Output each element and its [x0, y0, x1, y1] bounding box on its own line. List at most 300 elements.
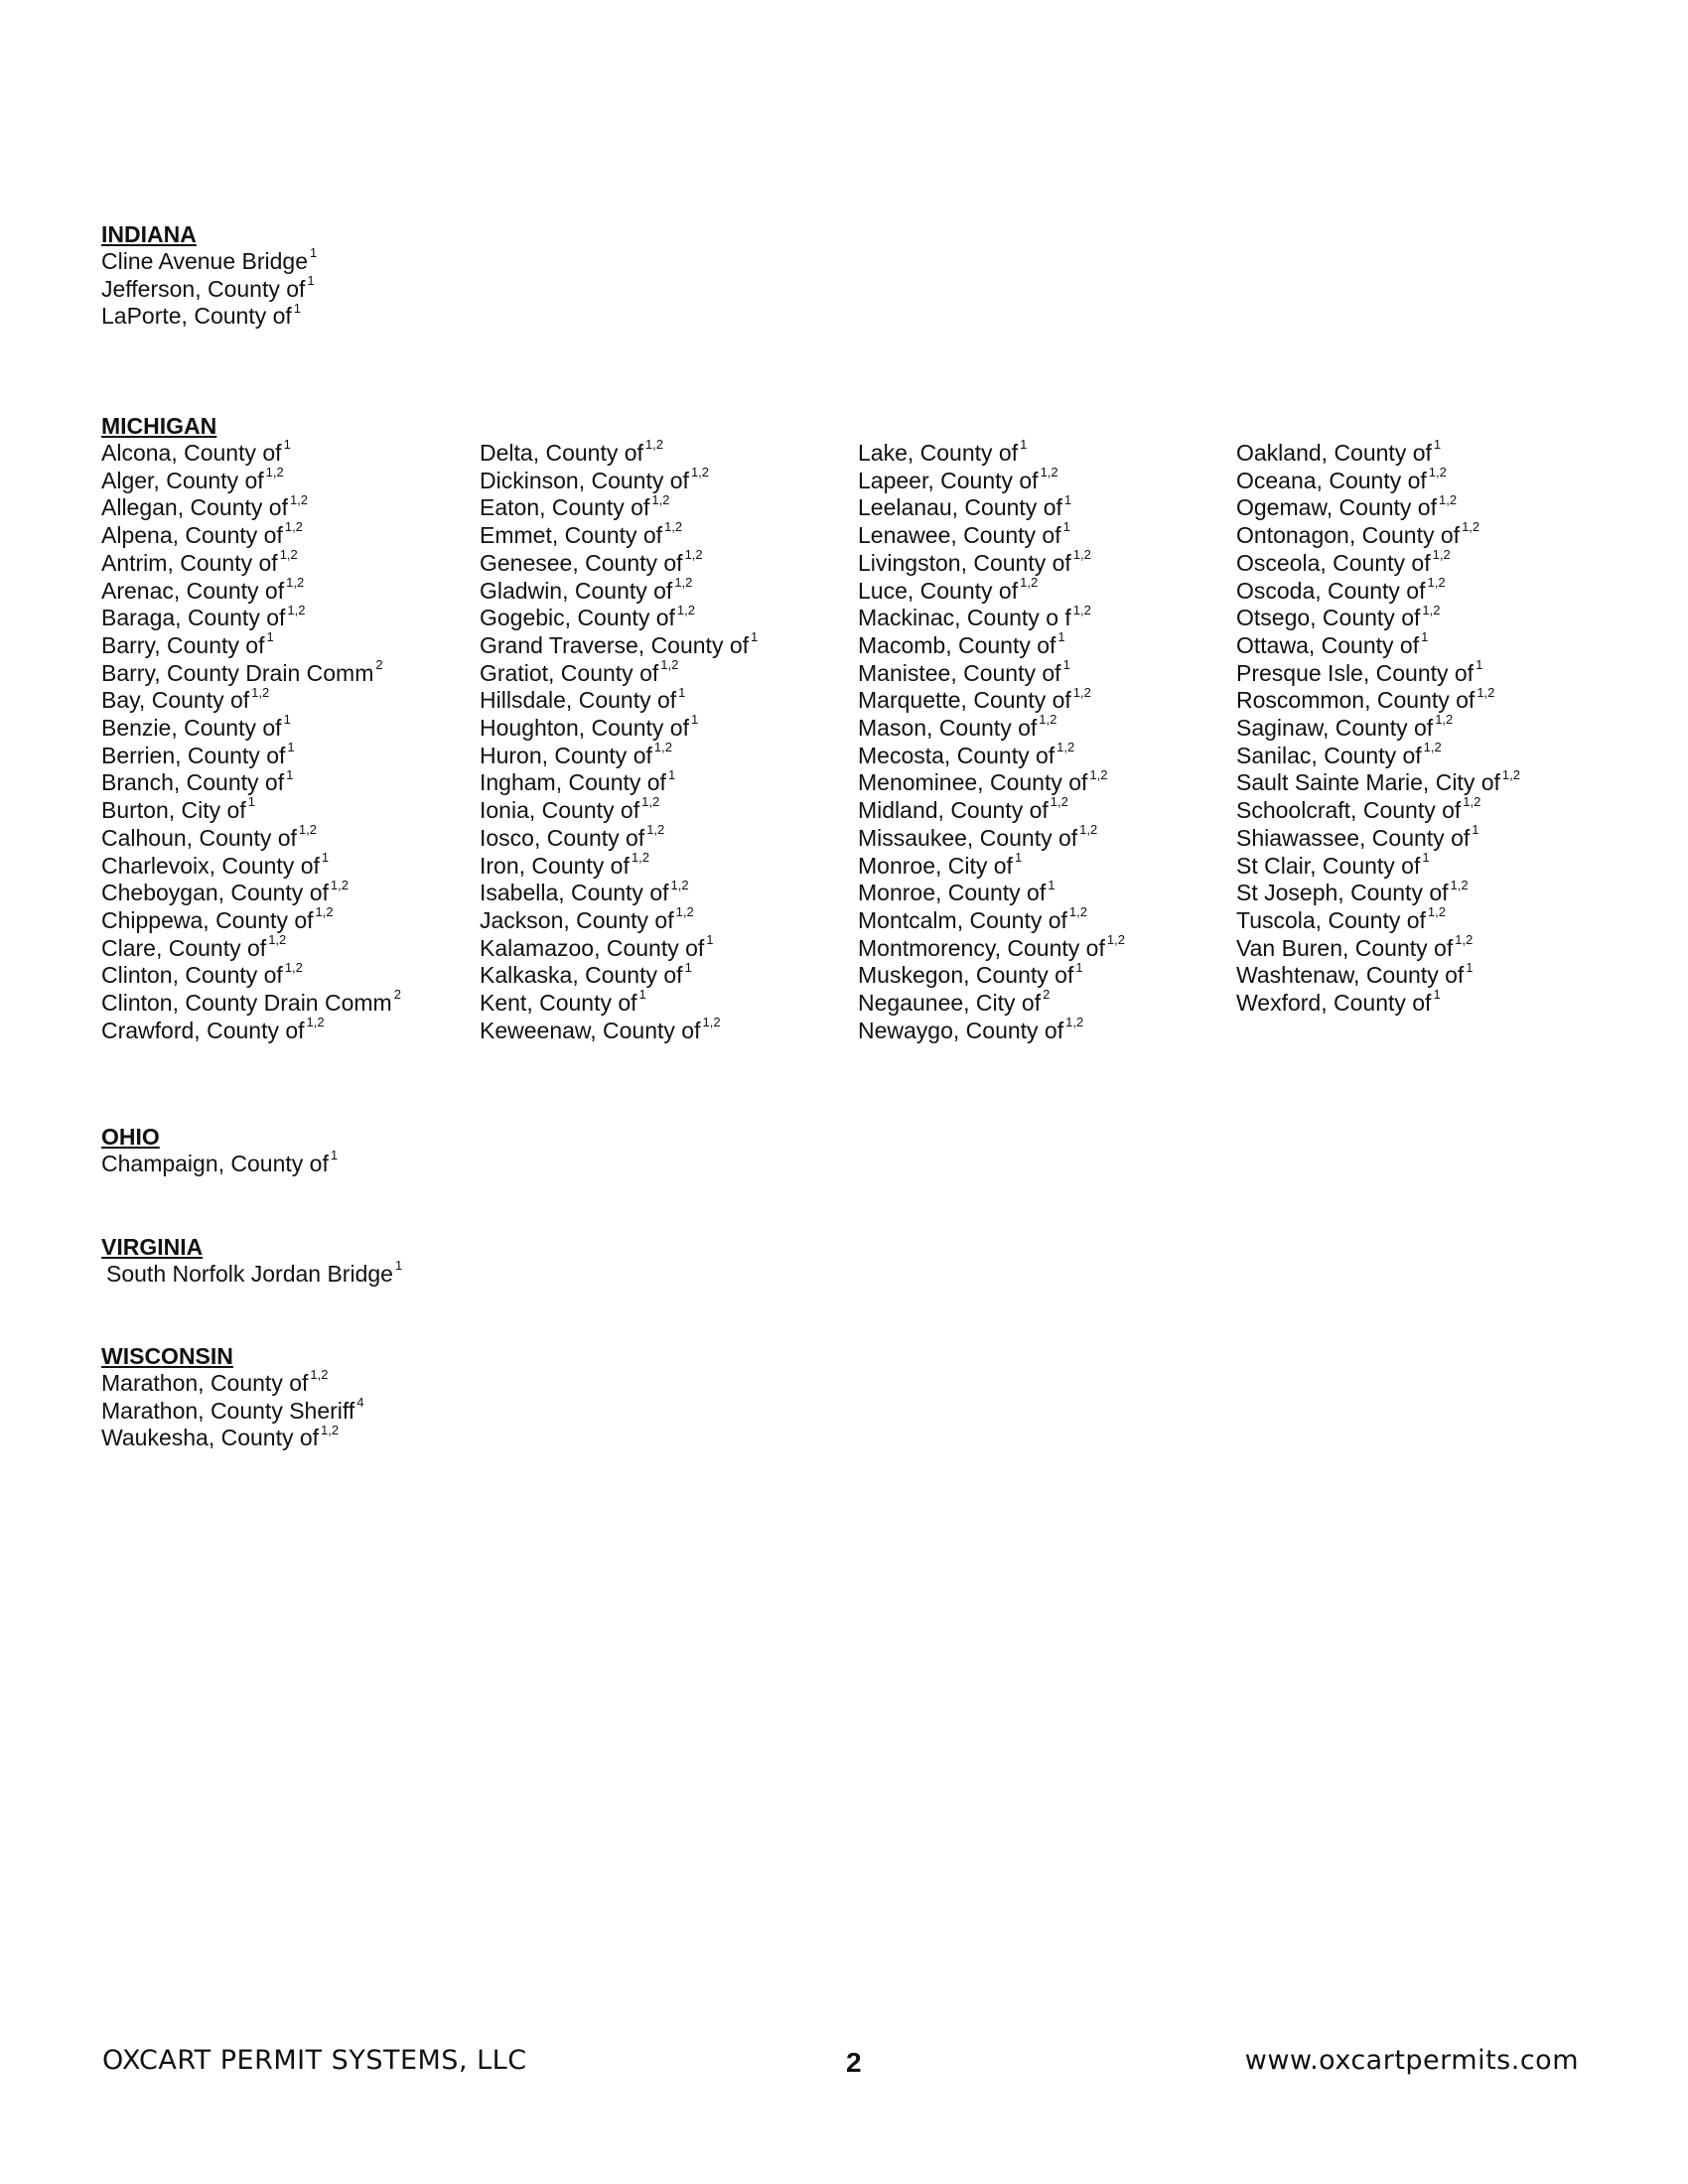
- list-item: [858, 1015, 1236, 1045]
- footnote-marker: 1: [684, 959, 692, 975]
- footnote-marker: 1,2: [702, 1015, 721, 1030]
- entity-name: Newaygo, County of: [858, 1017, 1064, 1043]
- entity-name: Crawford, County of: [101, 1017, 305, 1043]
- list-item: [101, 656, 480, 688]
- entity-name: Mackinac, County o f: [858, 605, 1071, 631]
- page-number: 2: [846, 2047, 863, 2078]
- entity-name: Eaton, County of: [480, 494, 650, 521]
- list-item: [1236, 574, 1615, 606]
- footnote-marker: 1,2: [310, 1367, 329, 1383]
- entity-name: Isabella, County of: [480, 880, 669, 906]
- indiana-list: [101, 245, 318, 331]
- entity-name: Otsego, County of: [1236, 605, 1421, 631]
- entity-name: Mecosta, County of: [858, 742, 1055, 768]
- footnote-marker: 1: [307, 273, 315, 289]
- list-item: [101, 273, 317, 304]
- list-item: [480, 519, 858, 550]
- ohio-section: [101, 1123, 338, 1178]
- list-item: [858, 712, 1236, 743]
- entity-name: Oakland, County of: [1236, 440, 1432, 466]
- entity-name: Iron, County of: [480, 852, 630, 879]
- list-item: [101, 877, 480, 907]
- entity-name: St Joseph, County of: [1236, 880, 1449, 906]
- entity-name: Osceola, County of: [1236, 549, 1431, 576]
- entity-name: Genesee, County of: [480, 549, 683, 576]
- list-item: [480, 602, 858, 632]
- list-item: [858, 684, 1236, 715]
- entity-name: Huron, County of: [480, 742, 652, 768]
- list-item: [858, 602, 1236, 632]
- footnote-marker: 1,2: [1065, 1015, 1084, 1030]
- entity-name: Marquette, County of: [858, 687, 1071, 714]
- footnote-marker: 2: [1043, 987, 1051, 1003]
- footnote-marker: 2: [393, 987, 401, 1003]
- wisconsin-section: [101, 1342, 364, 1452]
- footnote-marker: 1,2: [1427, 574, 1446, 590]
- entity-name: Clinton, County of: [101, 962, 283, 989]
- footnote-marker: 1,2: [287, 602, 306, 617]
- entity-name: Champaign, County of: [101, 1151, 329, 1176]
- entity-name: St Clair, County of: [1236, 852, 1421, 879]
- virginia-list: [101, 1258, 403, 1289]
- entity-name: Montmorency, County of: [858, 934, 1105, 961]
- michigan-column-1: [101, 437, 480, 1044]
- footnote-marker: 1,2: [1089, 766, 1108, 782]
- list-item: [101, 547, 480, 578]
- list-item: [101, 1148, 339, 1178]
- entity-name: Houghton, County of: [480, 715, 689, 742]
- footnote-marker: 1: [1466, 959, 1474, 975]
- entity-name: Charlevoix, County of: [101, 852, 320, 879]
- entity-name: Grand Traverse, County of: [480, 631, 750, 658]
- list-item: [101, 712, 480, 743]
- footnote-marker: 1,2: [1050, 794, 1068, 810]
- list-item: [101, 574, 480, 606]
- footnote-marker: 1,2: [670, 877, 689, 892]
- entity-name: Muskegon, County of: [858, 962, 1074, 989]
- list-item: [858, 656, 1236, 688]
- list-item: [480, 465, 858, 495]
- entity-name: Van Buren, County of: [1236, 934, 1454, 961]
- footnote-marker: 1: [287, 740, 295, 755]
- list-item: [1236, 519, 1615, 550]
- list-item: [101, 932, 480, 963]
- list-item: [480, 959, 858, 990]
- list-item: [480, 629, 858, 660]
- entity-name: Mason, County of: [858, 715, 1038, 742]
- footnote-marker: 1: [1057, 629, 1065, 645]
- list-item: [101, 794, 480, 825]
- entity-name: Ingham, County of: [480, 769, 666, 796]
- entity-name: Hillsdale, County of: [480, 687, 677, 714]
- list-item: [101, 629, 480, 660]
- virginia-section: [101, 1233, 402, 1289]
- entity-name: Barry, County of: [101, 631, 265, 658]
- list-item: [480, 1015, 858, 1045]
- list-item: [858, 932, 1236, 963]
- footnote-marker: 1,2: [1427, 904, 1446, 920]
- list-item: [101, 684, 480, 715]
- list-item: [1236, 877, 1615, 907]
- entity-name: Keweenaw, County of: [480, 1017, 701, 1043]
- entity-name: Leelanau, County of: [858, 494, 1062, 521]
- entity-name: Alpena, County of: [101, 522, 283, 549]
- footer-website-link[interactable]: www.oxcartpermits.com: [1244, 2045, 1579, 2076]
- footnote-marker: 1,2: [284, 519, 303, 535]
- list-item: [101, 987, 480, 1018]
- wisconsin-list: [101, 1367, 364, 1452]
- entity-name: Kalkaska, County of: [480, 962, 683, 989]
- list-item: [858, 766, 1236, 797]
- entity-name: Ogemaw, County of: [1236, 494, 1437, 521]
- footer-company-name: OXCART PERMIT SYSTEMS, LLC: [102, 2045, 527, 2076]
- list-item: [101, 1422, 364, 1452]
- michigan-column-4: [1236, 437, 1615, 1044]
- list-item: [101, 465, 480, 495]
- footnote-marker: 1: [667, 766, 676, 782]
- list-item: [858, 740, 1236, 770]
- entity-name: Presque Isle, County of: [1236, 659, 1475, 686]
- entity-name: Sault Sainte Marie, City of: [1236, 769, 1500, 796]
- footnote-marker: 1,2: [1056, 740, 1075, 755]
- entity-name: Shiawassee, County of: [1236, 824, 1471, 851]
- entity-name: Lake, County of: [858, 440, 1019, 466]
- footnote-marker: 1,2: [651, 491, 670, 507]
- footnote-marker: 1: [678, 684, 686, 700]
- entity-name: Antrim, County of: [101, 549, 278, 576]
- list-item: [1236, 766, 1615, 797]
- list-item: [1236, 904, 1615, 935]
- list-item: [101, 300, 317, 331]
- list-item: [858, 547, 1236, 578]
- entity-name: Emmet, County of: [480, 522, 663, 549]
- footnote-marker: 1,2: [631, 849, 649, 865]
- entity-name: Lenawee, County of: [858, 522, 1061, 549]
- footnote-marker: 1,2: [675, 904, 694, 920]
- list-item: [480, 849, 858, 881]
- footnote-marker: 1: [286, 766, 294, 782]
- page-footer: [0, 2045, 1688, 2085]
- footnote-marker: 1,2: [1428, 465, 1447, 480]
- footnote-marker: 1: [330, 1148, 339, 1163]
- michigan-heading: MICHIGAN: [101, 413, 217, 439]
- indiana-section: [101, 220, 317, 331]
- list-item: [101, 766, 480, 797]
- entity-name: Marathon, County of: [101, 1370, 309, 1396]
- footnote-marker: 1: [321, 849, 330, 865]
- entity-name: Saginaw, County of: [1236, 715, 1434, 742]
- footnote-marker: 1: [310, 245, 318, 261]
- list-item: [1236, 656, 1615, 688]
- entity-name: Missaukee, County of: [858, 824, 1078, 851]
- entity-name: Washtenaw, County of: [1236, 962, 1465, 989]
- list-item: [858, 849, 1236, 881]
- list-item: [858, 822, 1236, 853]
- footnote-marker: 1,2: [279, 547, 298, 563]
- footnote-marker: 1,2: [1463, 794, 1481, 810]
- list-item: [1236, 684, 1615, 715]
- entity-name: Kalamazoo, County of: [480, 934, 705, 961]
- footnote-marker: 1,2: [1106, 932, 1125, 947]
- list-item: [480, 437, 858, 468]
- list-item: [1236, 437, 1615, 468]
- footnote-marker: 1: [1062, 519, 1070, 535]
- footnote-marker: 1,2: [660, 656, 679, 672]
- list-item: [101, 602, 480, 632]
- footnote-marker: 1: [1422, 849, 1430, 865]
- footnote-marker: 1,2: [674, 574, 693, 590]
- list-item: [480, 987, 858, 1018]
- footnote-marker: 1,2: [306, 1015, 325, 1030]
- list-item: [480, 932, 858, 963]
- entity-name: Arenac, County of: [101, 577, 285, 604]
- list-item: [1236, 602, 1615, 632]
- footnote-marker: 1,2: [286, 574, 305, 590]
- footnote-marker: 1,2: [1477, 684, 1495, 700]
- list-item: [480, 822, 858, 853]
- entity-name: Iosco, County of: [480, 824, 645, 851]
- footnote-marker: 1,2: [1432, 547, 1451, 563]
- footnote-marker: 1: [1020, 437, 1028, 453]
- list-item: [1236, 629, 1615, 660]
- list-item: [480, 740, 858, 770]
- footnote-marker: 1,2: [1450, 877, 1469, 892]
- entity-name: Luce, County of: [858, 577, 1019, 604]
- list-item: [1236, 849, 1615, 881]
- list-item: [480, 684, 858, 715]
- entity-name: Schoolcraft, County of: [1236, 797, 1462, 824]
- footnote-marker: 1: [266, 629, 274, 645]
- footnote-marker: 1: [1472, 822, 1479, 838]
- michigan-columns: [101, 437, 1615, 1044]
- entity-name: Calhoun, County of: [101, 824, 297, 851]
- footnote-marker: 1,2: [289, 491, 309, 507]
- entity-name: Jackson, County of: [480, 906, 674, 933]
- footnote-marker: 1: [394, 1258, 403, 1274]
- footnote-marker: 4: [356, 1395, 364, 1411]
- footnote-marker: 1,2: [1435, 712, 1454, 728]
- michigan-section: [101, 412, 1615, 1044]
- footnote-marker: 1,2: [330, 877, 349, 892]
- list-item: [106, 1258, 403, 1289]
- entity-name: Benzie, County of: [101, 715, 282, 742]
- indiana-heading: INDIANA: [101, 221, 197, 247]
- list-item: [101, 849, 480, 881]
- entity-name: South Norfolk Jordan Bridge: [106, 1261, 393, 1287]
- list-item: [858, 629, 1236, 660]
- footnote-marker: 1,2: [1040, 465, 1058, 480]
- footnote-marker: 1,2: [284, 959, 303, 975]
- ohio-heading: OHIO: [101, 1124, 160, 1150]
- footnote-marker: 1,2: [690, 465, 710, 480]
- footnote-marker: 1: [1048, 877, 1055, 892]
- list-item: [1236, 740, 1615, 770]
- footnote-marker: 1,2: [646, 822, 665, 838]
- footnote-marker: 1,2: [664, 519, 683, 535]
- list-item: [101, 245, 318, 276]
- entity-name: Monroe, County of: [858, 880, 1047, 906]
- footnote-marker: 1: [293, 300, 302, 316]
- entity-name: Gratiot, County of: [480, 659, 659, 686]
- list-item: [480, 794, 858, 825]
- entity-name: LaPorte, County of: [101, 303, 292, 330]
- footnote-marker: 1: [1433, 437, 1442, 453]
- footnote-marker: 1,2: [1455, 932, 1474, 947]
- entity-name: Ionia, County of: [480, 797, 640, 824]
- footnote-marker: 1: [247, 794, 255, 810]
- footnote-marker: 1: [638, 987, 646, 1003]
- michigan-column-3: [858, 437, 1236, 1044]
- list-item: [858, 437, 1236, 468]
- entity-name: Burton, City of: [101, 797, 246, 824]
- footnote-marker: 1: [283, 437, 291, 453]
- list-item: [858, 794, 1236, 825]
- entity-name: Montcalm, County of: [858, 906, 1067, 933]
- entity-name: Gladwin, County of: [480, 577, 673, 604]
- list-item: [1236, 959, 1615, 990]
- footnote-marker: 1,2: [641, 794, 660, 810]
- list-item: [858, 465, 1236, 495]
- list-item: [858, 877, 1236, 907]
- entity-name: Branch, County of: [101, 769, 285, 796]
- list-item: [101, 959, 480, 990]
- list-item: [480, 491, 858, 522]
- list-item: [1236, 547, 1615, 578]
- footnote-marker: 1: [1063, 491, 1072, 507]
- entity-name: Dickinson, County of: [480, 467, 689, 493]
- entity-name: Monroe, City of: [858, 852, 1013, 879]
- footnote-marker: 1: [706, 932, 714, 947]
- entity-name: Clinton, County Drain Comm: [101, 990, 392, 1017]
- list-item: [1236, 712, 1615, 743]
- footnote-marker: 1,2: [298, 822, 317, 838]
- list-item: [1236, 932, 1615, 963]
- list-item: [101, 1015, 480, 1045]
- footnote-marker: 1,2: [1072, 547, 1091, 563]
- list-item: [1236, 465, 1615, 495]
- list-item: [480, 766, 858, 797]
- footnote-marker: 1,2: [1072, 602, 1091, 617]
- list-item: [480, 904, 858, 935]
- entity-name: Cline Avenue Bridge: [101, 248, 308, 274]
- list-item: [101, 904, 480, 935]
- list-item: [480, 574, 858, 606]
- list-item: [480, 656, 858, 688]
- footnote-marker: 1: [1014, 849, 1023, 865]
- footnote-marker: 1,2: [265, 465, 284, 480]
- entity-name: Baraga, County of: [101, 605, 286, 631]
- footnote-marker: 1,2: [1072, 684, 1091, 700]
- list-item: [480, 877, 858, 907]
- entity-name: Midland, County of: [858, 797, 1049, 824]
- footnote-marker: 2: [375, 656, 383, 672]
- list-item: [101, 519, 480, 550]
- footnote-marker: 1,2: [1462, 519, 1480, 535]
- list-item: [1236, 794, 1615, 825]
- list-item: [101, 437, 480, 468]
- footnote-marker: 1,2: [251, 684, 270, 700]
- entity-name: Manistee, County of: [858, 659, 1061, 686]
- footnote-marker: 1,2: [653, 740, 672, 755]
- list-item: [101, 491, 480, 522]
- footnote-marker: 1: [751, 629, 759, 645]
- list-item: [101, 822, 480, 853]
- entity-name: Marathon, County Sheriff: [101, 1397, 355, 1424]
- list-item: [1236, 491, 1615, 522]
- footnote-marker: 1,2: [684, 547, 703, 563]
- footnote-marker: 1: [690, 712, 699, 728]
- list-item: [101, 1395, 364, 1426]
- footnote-marker: 1: [283, 712, 291, 728]
- entity-name: Ottawa, County of: [1236, 631, 1420, 658]
- wisconsin-heading: WISCONSIN: [101, 1343, 233, 1369]
- entity-name: Clare, County of: [101, 934, 267, 961]
- entity-name: Waukesha, County of: [101, 1425, 320, 1451]
- footnote-marker: 1,2: [1079, 822, 1098, 838]
- entity-name: Livingston, County of: [858, 549, 1071, 576]
- entity-name: Barry, County Drain Comm: [101, 659, 374, 686]
- ohio-list: [101, 1148, 339, 1178]
- footnote-marker: 1,2: [1039, 712, 1057, 728]
- entity-name: Jefferson, County of: [101, 275, 306, 302]
- footnote-marker: 1,2: [321, 1422, 340, 1437]
- entity-name: Roscommon, County of: [1236, 687, 1476, 714]
- entity-name: Macomb, County of: [858, 631, 1056, 658]
- list-item: [1236, 822, 1615, 853]
- entity-name: Alger, County of: [101, 467, 264, 493]
- footnote-marker: 1,2: [1068, 904, 1087, 920]
- footnote-marker: 1,2: [1501, 766, 1520, 782]
- entity-name: Alcona, County of: [101, 440, 282, 466]
- footnote-marker: 1: [1421, 629, 1429, 645]
- footnote-marker: 1: [1075, 959, 1083, 975]
- list-item: [858, 987, 1236, 1018]
- list-item: [858, 574, 1236, 606]
- entity-name: Tuscola, County of: [1236, 906, 1426, 933]
- footnote-marker: 1,2: [644, 437, 663, 453]
- entity-name: Ontonagon, County of: [1236, 522, 1461, 549]
- list-item: [858, 519, 1236, 550]
- entity-name: Oscoda, County of: [1236, 577, 1426, 604]
- footnote-marker: 1,2: [1422, 602, 1441, 617]
- list-item: [858, 959, 1236, 990]
- entity-name: Berrien, County of: [101, 742, 286, 768]
- footnote-marker: 1,2: [315, 904, 334, 920]
- entity-name: Delta, County of: [480, 440, 643, 466]
- footnote-marker: 1: [1062, 656, 1070, 672]
- entity-name: Chippewa, County of: [101, 906, 314, 933]
- entity-name: Kent, County of: [480, 990, 637, 1017]
- list-item: [101, 740, 480, 770]
- footnote-marker: 1,2: [268, 932, 287, 947]
- entity-name: Allegan, County of: [101, 494, 288, 521]
- entity-name: Negaunee, City of: [858, 990, 1042, 1017]
- virginia-heading: VIRGINIA: [101, 1234, 204, 1260]
- list-item: [480, 547, 858, 578]
- footnote-marker: 1,2: [1020, 574, 1039, 590]
- footnote-marker: 1: [1433, 987, 1441, 1003]
- entity-name: Gogebic, County of: [480, 605, 675, 631]
- entity-name: Wexford, County of: [1236, 990, 1432, 1017]
- footnote-marker: 1,2: [676, 602, 695, 617]
- footnote-marker: 1: [1476, 656, 1483, 672]
- footnote-marker: 1,2: [1423, 740, 1442, 755]
- list-item: [858, 491, 1236, 522]
- footnote-marker: 1,2: [1439, 491, 1458, 507]
- entity-name: Cheboygan, County of: [101, 880, 329, 906]
- entity-name: Menominee, County of: [858, 769, 1088, 796]
- entity-name: Oceana, County of: [1236, 467, 1427, 493]
